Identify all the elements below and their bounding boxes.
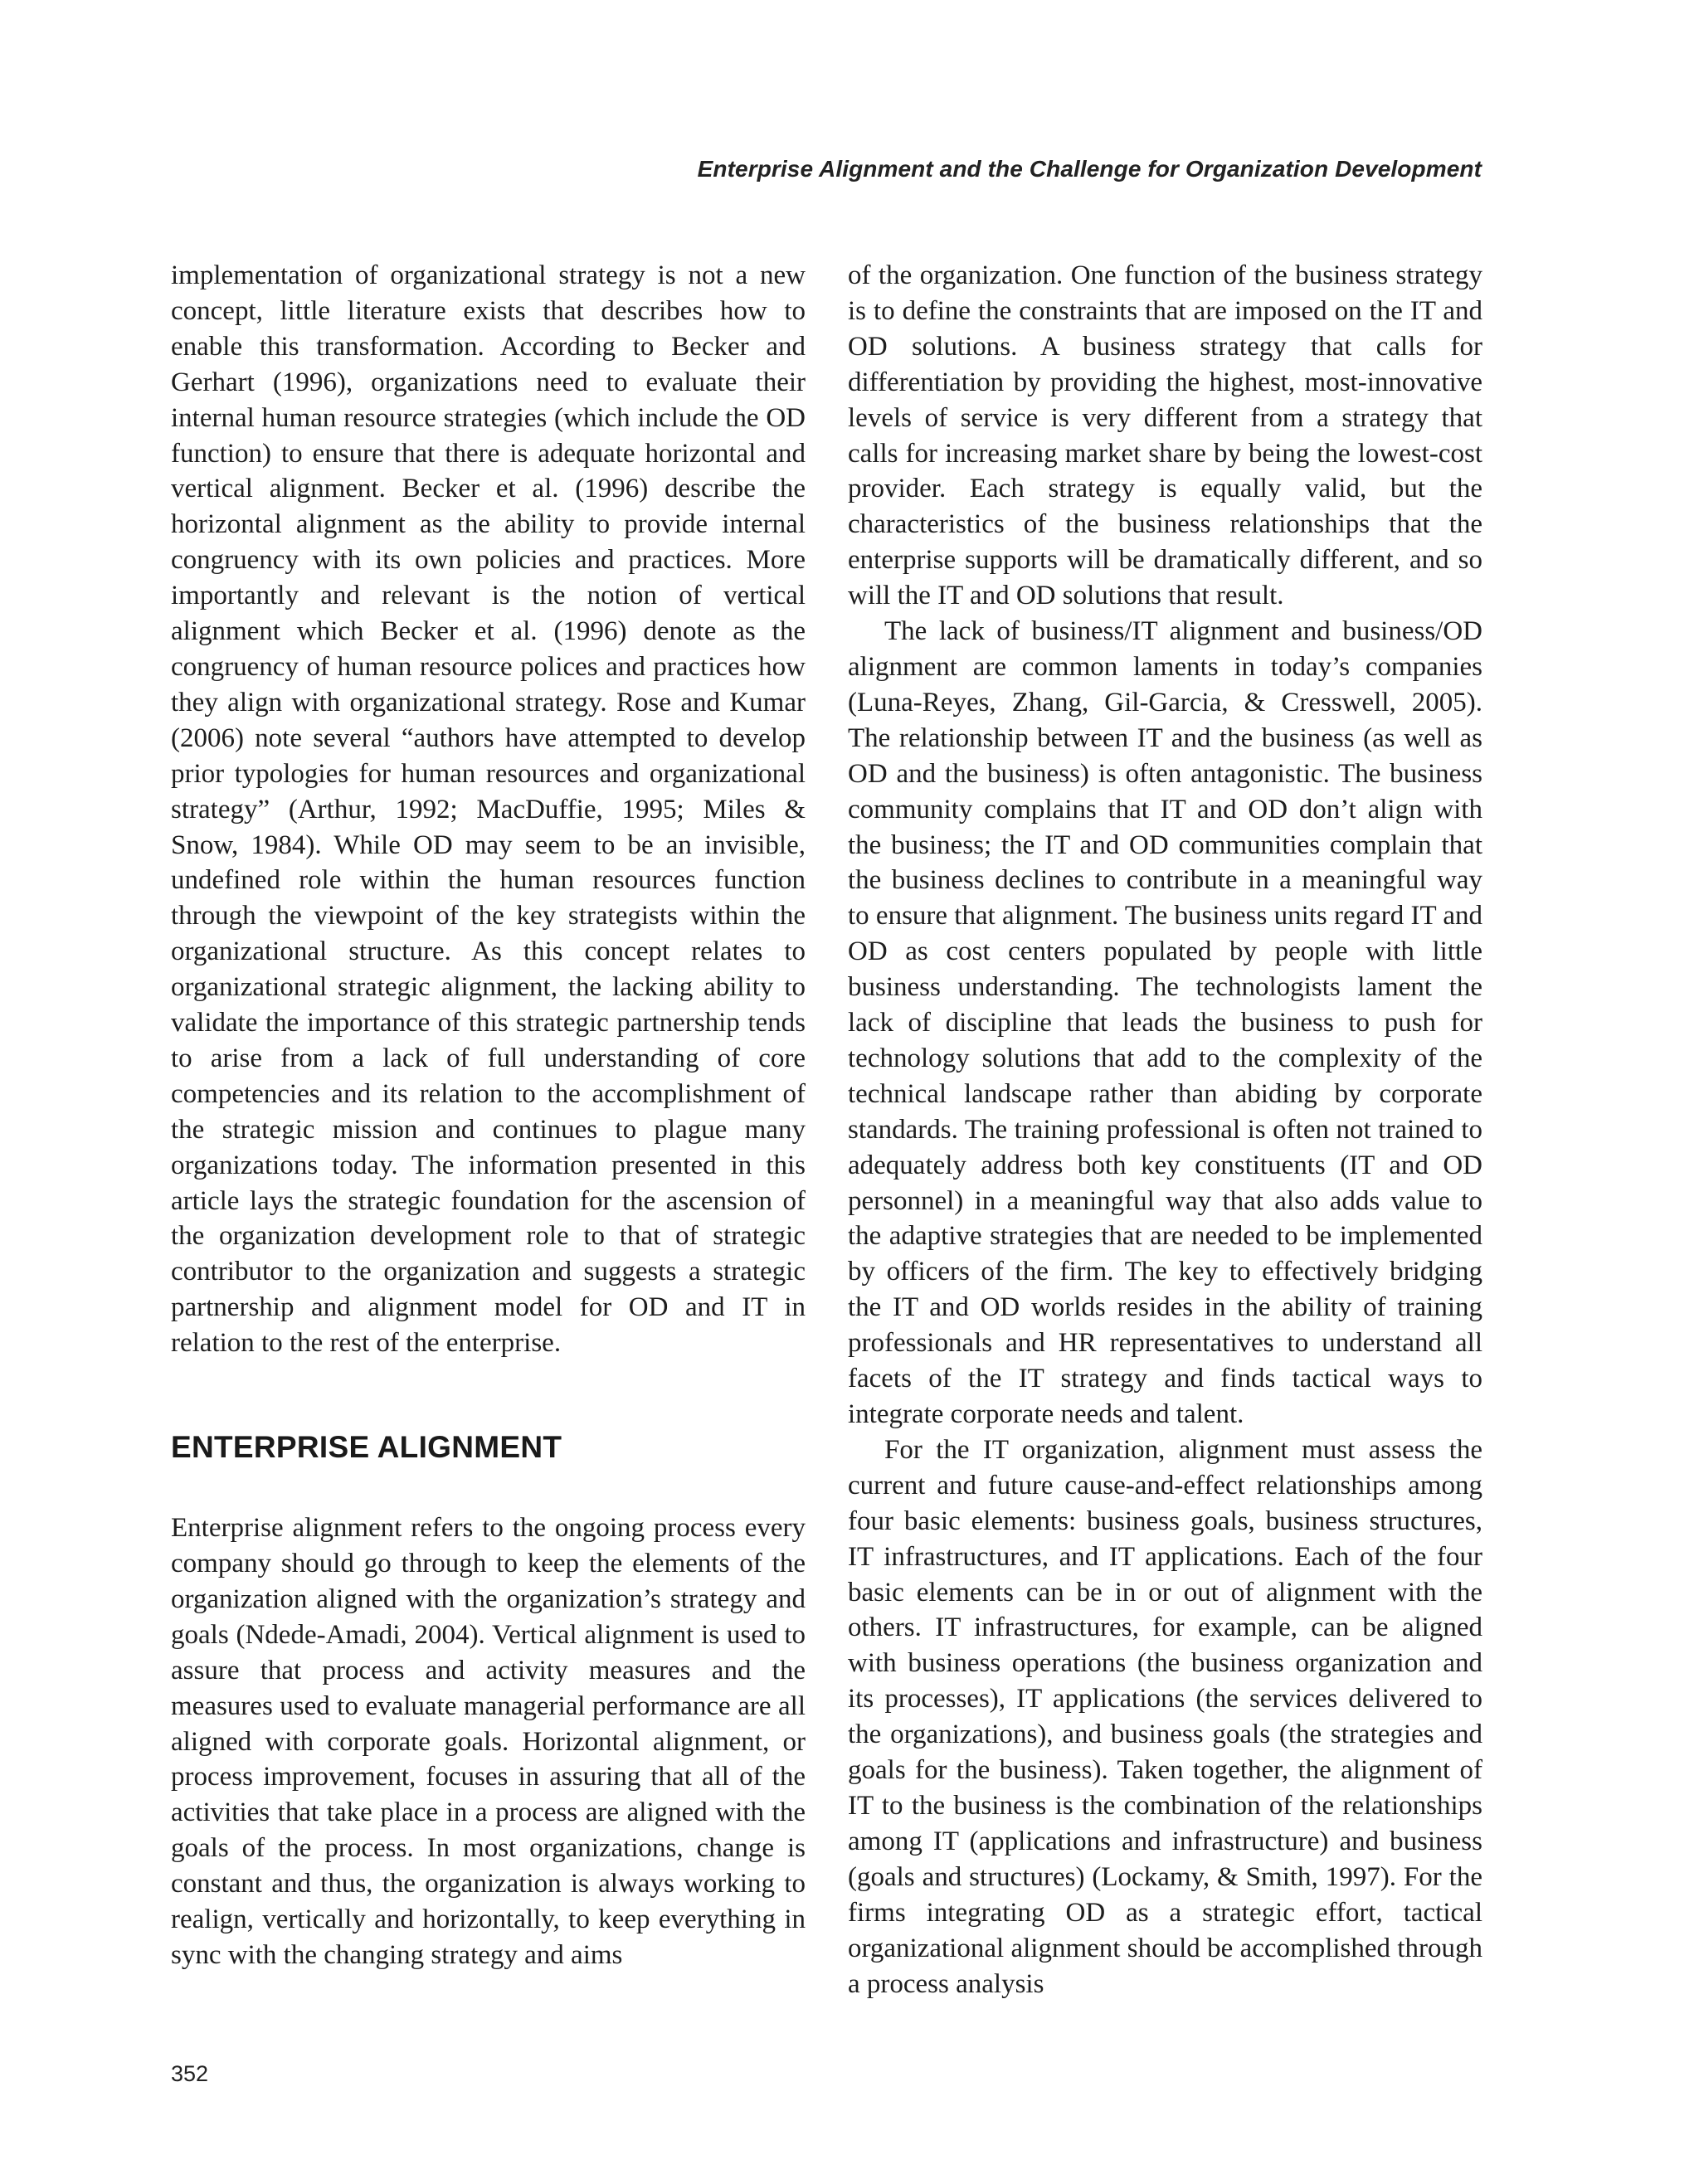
page-number: 352 xyxy=(171,2061,209,2086)
body-paragraph: Enterprise alignment refers to the ongoing process every company should go through to keep the elements of the organization aligned with the organization’s strategy and goals (Ndede-Amadi, 2004). Vertical alignment is used to assure that process and activity measures and the measures used to evaluate managerial performance are all aligned with corporate goals. Horizontal alignment, or process improvement, focuses in assuring that all of the activities that take place in a process are aligned with the goals of the process. In most organizations, change is constant and thus, the organization is always working to realign, vertically and horizontally, to keep everything in sync with the changing strategy and aims xyxy=(171,1513,806,1970)
body-paragraph: For the IT organization, alignment must assess the current and future cause-and-effect relationships among four basic elements: business goals, business structures, IT infrastructures, and IT applications. Each of the four basic elements can be in or out of alignment with the others. IT infrastructures, for example, can be aligned with business operations (the business organization and its processes), IT applications (the services delivered to the organizations), and business goals (the strategies and goals for the business). Taken together, the alignment of IT to the business is the combination of the relationships among IT (applications and infrastructure) and business (goals and structures) (Lockamy, & Smith, 1997). For the firms integrating OD as a strategic effort, tactical organizational alignment should be accomplished through a process analysis xyxy=(848,1434,1482,1999)
body-paragraph: of the organization. One function of the business strategy is to define the constraints that are imposed on the IT and OD solutions. A business strategy that calls for differentiation by providing the highest, most-innovative levels of service is very different from a strategy that calls for increasing market share by being the lowest-cost provider. Each strategy is equally valid, but the characteristics of the business relationships that the enterprise supports will be dramatically different, and so will the IT and OD solutions that result. xyxy=(848,260,1482,611)
running-header-title: Enterprise Alignment and the Challenge for Organization Development xyxy=(697,156,1482,182)
right-column xyxy=(848,258,1482,2002)
section-heading: ENTERPRISE ALIGNMENT xyxy=(171,1430,562,1465)
body-paragraph: implementation of organizational strategy is not a new concept, little literature exists that describes how to enable this transformation. According to Becker and Gerhart (1996), organizations need to evaluate their internal human resource strategies (which include the OD function) to ensure that there is adequate horizontal and vertical alignment. Becker et al. (1996) describe the horizontal alignment as the ability to provide internal congruency with its own policies and practices. More importantly and relevant is the notion of vertical alignment which Becker et al. (1996) denote as the congruency of human resource polices and practices how they align with organizational strategy. Rose and Kumar (2006) note several “authors have attempted to develop prior typologies for human resources and organizational strategy” (Arthur, 1992; MacDuffie, 1995; Miles & Snow, 1984). While OD may seem to be an invisible, undefined role within the human resources function through the viewpoint of the key strategists within the organizational structure. As this concept relates to organizational strategic alignment, the lacking ability to validate the importance of this strategic partnership tends to arise from a lack of full understanding of core competencies and its relation to the accomplishment of the strategic mission and continues to plague many organizations today. The information presented in this article lays the strategic foundation for the ascension of the organization development role to that of strategic contributor to the organization and suggests a strategic partnership and alignment model for OD and IT in relation to the rest of the enterprise. xyxy=(171,260,806,1359)
body-paragraph: The lack of business/IT alignment and business/OD alignment are common laments in today’s companies (Luna-Reyes, Zhang, Gil-Garcia, & Cresswell, 2005). The relationship between IT and the business (as well as OD and the business) is often antagonistic. The business community complains that IT and OD don’t align with the business; the IT and OD communities complain that the business declines to contribute in a meaningful way to ensure that alignment. The business units regard IT and OD as cost centers populated by people with little business understanding. The technologists lament the lack of discipline that leads the business to push for technology solutions that add to the complexity of the technical landscape rather than abiding by corporate standards. The training professional is often not trained to adequately address both key constituents (IT and OD personnel) in a meaningful way that also adds value to the adaptive strategies that are needed to be implemented by officers of the firm. The key to effectively bridging the IT and OD worlds resides in the ability of training professionals and HR representatives to understand all facets of the IT strategy and finds tactical ways to integrate corporate needs and talent. xyxy=(848,616,1482,1429)
left-column xyxy=(171,258,806,1973)
